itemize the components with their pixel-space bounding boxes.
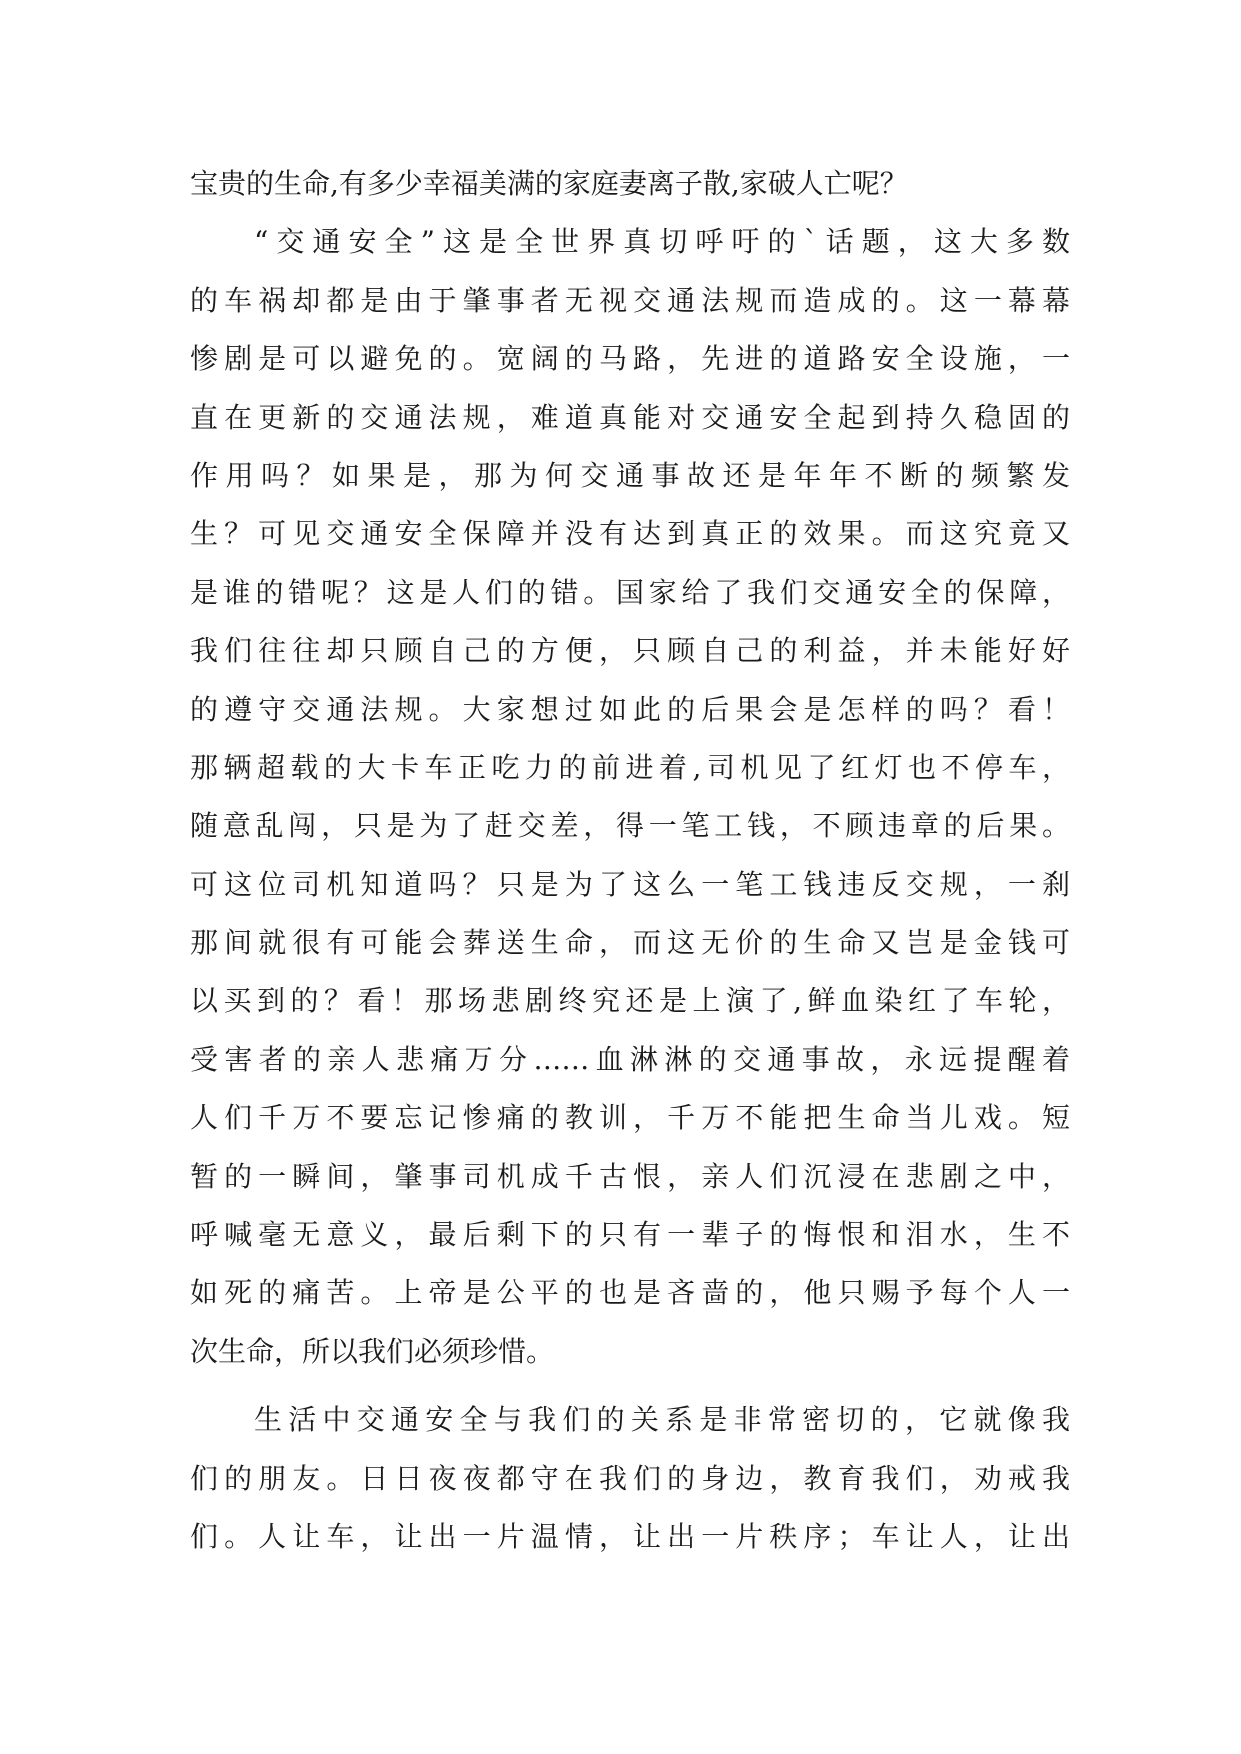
text-line: 的遵守交通法规。大家想过如此的后果会是怎样的吗？看！: [190, 692, 1070, 726]
text-line: 可这位司机知道吗？只是为了这么一笔工钱违反交规，一刹: [190, 867, 1070, 901]
text-line: 随意乱闯，只是为了赶交差，得一笔工钱，不顾违章的后果。: [190, 809, 1070, 843]
text-line: 呼喊毫无意义，最后剩下的只有一辈子的悔恨和泪水，生不: [190, 1218, 1070, 1252]
text-line: 以买到的？看！那场悲剧终究还是上演了,鲜血染红了车轮，: [190, 984, 1070, 1018]
text-line: 如死的痛苦。上帝是公平的也是吝啬的，他只赐予每个人一: [190, 1276, 1070, 1310]
text-line: 的车祸却都是由于肇事者无视交通法规而造成的。这一幕幕: [190, 283, 1070, 317]
text-line: “交通安全”这是全世界真切呼吁的`话题，这大多数: [254, 225, 1070, 259]
text-line: 作用吗？如果是，那为何交通事故还是年年不断的频繁发: [190, 458, 1070, 492]
text-line: 直在更新的交通法规，难道真能对交通安全起到持久稳固的: [190, 400, 1070, 434]
text-line: 那间就很有可能会葬送生命，而这无价的生命又岂是金钱可: [190, 926, 1070, 960]
text-line: 受害者的亲人悲痛万分……血淋淋的交通事故，永远提醒着: [190, 1042, 1070, 1076]
text-line: 们的朋友。日日夜夜都守在我们的身边，教育我们，劝戒我: [190, 1461, 1070, 1495]
text-line: 生？可见交通安全保障并没有达到真正的效果。而这究竟又: [190, 517, 1070, 551]
text-line: 人们千万不要忘记惨痛的教训，千万不能把生命当儿戏。短: [190, 1101, 1070, 1135]
text-line: 们。人让车，让出一片温情，让出一片秩序；车让人，让出: [190, 1519, 1070, 1553]
text-line: 是谁的错呢？这是人们的错。国家给了我们交通安全的保障，: [190, 575, 1070, 609]
text-line: 我们往往却只顾自己的方便，只顾自己的利益，并未能好好: [190, 634, 1070, 668]
text-line: 宝贵的生命,有多少幸福美满的家庭妻离子散,家破人亡呢？: [190, 167, 908, 200]
text-line: 次生命，所以我们必须珍惜。: [190, 1334, 555, 1368]
text-line: 那辆超载的大卡车正吃力的前进着,司机见了红灯也不停车，: [190, 750, 1070, 784]
body-text: [190, 155, 1070, 1566]
text-line: 惨剧是可以避免的。宽阔的马路，先进的道路安全设施，一: [190, 342, 1070, 376]
paragraph-gap: [190, 1381, 1070, 1391]
text-line: 生活中交通安全与我们的关系是非常密切的，它就像我: [254, 1403, 1070, 1437]
text-line: 暂的一瞬间，肇事司机成千古恨，亲人们沉浸在悲剧之中，: [190, 1159, 1070, 1193]
